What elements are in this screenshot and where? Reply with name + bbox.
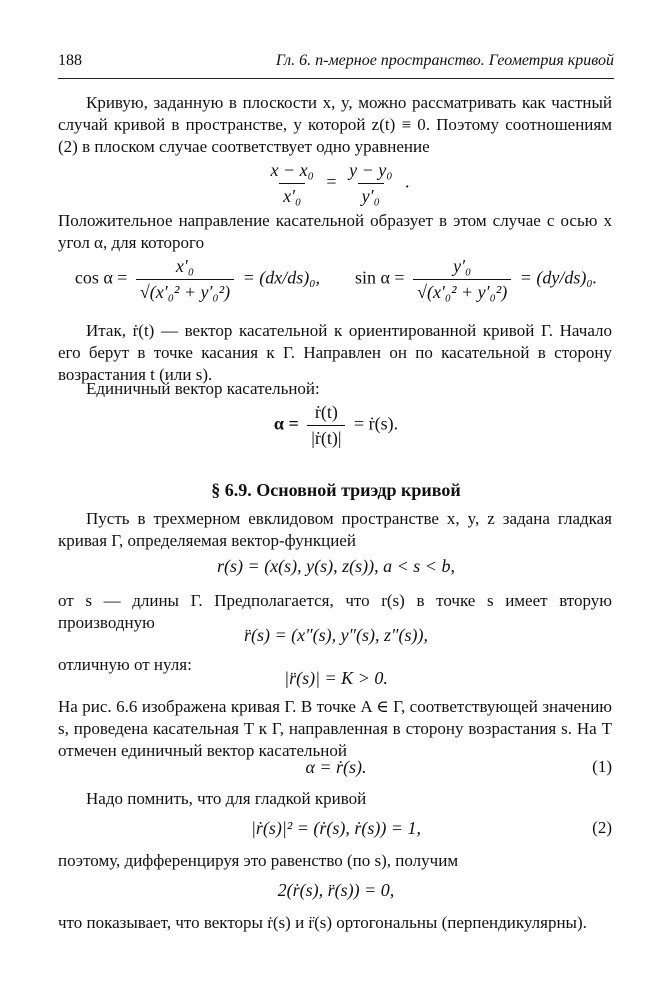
fraction-y [345,160,396,207]
equation-angles [0,256,672,303]
equation-period: . [404,171,410,192]
equation-2-number: (2) [592,818,612,837]
fraction-y-den: y′₀ [358,183,384,207]
equation-plane-line [0,160,672,207]
paragraph-remember: Надо помнить, что для гладкой кривой [86,789,367,808]
section-heading: § 6.9. Основной триэдр кривой [211,480,461,500]
fraction-x-den: x′₀ [279,183,305,207]
cos-lhs: cos α = [74,267,128,288]
paragraph-differentiate: поэтому, дифференцируя это равенство (по s), получим [58,851,459,870]
fraction-cos-den: √(x′₀² + y′₀²) [136,279,234,303]
paragraph-figure-description: На рис. 6.6 изображена кривая Γ. В точке A ∈ Γ, соответствующей значению s, проведена касательная T к Γ, направленная в сторону возрастания s. На T отмечен единичный вектор касательной [58,697,612,760]
paragraph-plane-curve: Кривую, заданную в плоскости x, y, можно рассматривать как частный случай кривой в пространстве, у которой z(t) ≡ 0. Поэтому соотношениям (2) в плоском случае соответствует одно уравнение [58,93,612,156]
equation-1-number: (1) [592,757,612,776]
equals-sign: = [326,171,337,192]
paragraph-positive-direction: Положительное направление касательной образует в этом случае с осью x угол α, для которого [58,211,612,252]
paragraph-second-derivative: от s — длины Γ. Предполагается, что r(s) в точке s имеет вторую производную [58,591,612,632]
fraction-unit-num: ṙ(t) [314,402,338,422]
paragraph-unit-vector-intro: Единичный вектор касательной: [86,379,320,398]
fraction-cos [136,256,234,303]
equation-curvature: |r̈(s)| = K > 0. [284,668,388,688]
sin-lhs: sin α = [354,267,405,288]
fraction-x-num: x − x₀ [270,160,314,180]
fraction-sin [413,256,511,303]
fraction-sin-den: √(x′₀² + y′₀²) [413,279,511,303]
equation-2: |ṙ(s)|² = (ṙ(s), ṙ(s)) = 1, [250,818,422,838]
equation-unit-vector [0,402,672,449]
running-title: Гл. 6. n-мерное пространство. Геометрия кривой [275,52,614,69]
fraction-unit [307,402,345,449]
unit-rhs: = ṙ(s). [353,413,399,434]
fraction-x [267,160,318,207]
header-rule [58,78,614,79]
equation-second-derivative: r̈(s) = (x″(s), y″(s), z″(s)), [243,625,429,645]
paragraph-conclusion: что показывает, что векторы ṙ(s) и r̈(s) ортогональны (перпендикулярны). [58,913,587,932]
paragraph-tangent-vector: Итак, ṙ(t) — вектор касательной к ориентированной кривой Γ. Начало его берут в точке касания к Γ. Направлен он по касательной в сторону возрастания t (или s). [58,321,612,384]
cos-rhs: = (dx/ds)₀, [242,267,320,288]
equation-vector-function: r(s) = (x(s), y(s), z(s)), a < s < b, [217,556,455,576]
paragraph-smooth-curve: Пусть в трехмерном евклидовом пространстве x, y, z задана гладкая кривая Γ, определяемая вектор-функцией [58,509,612,550]
page-number: 188 [58,52,82,69]
equation-1: α = ṙ(s). [305,757,367,777]
fraction-cos-num: x′₀ [175,256,195,276]
sin-rhs: = (dy/ds)₀. [519,267,598,288]
fraction-sin-num: y′₀ [453,256,472,276]
fraction-unit-den: |ṙ(t)| [307,425,345,449]
equation-orthogonality: 2(ṙ(s), r̈(s)) = 0, [277,880,395,900]
running-header [58,52,614,74]
unit-lhs: α = [273,413,299,434]
paragraph-nonzero: отличную от нуля: [58,655,192,674]
fraction-y-num: y − y₀ [349,160,393,180]
